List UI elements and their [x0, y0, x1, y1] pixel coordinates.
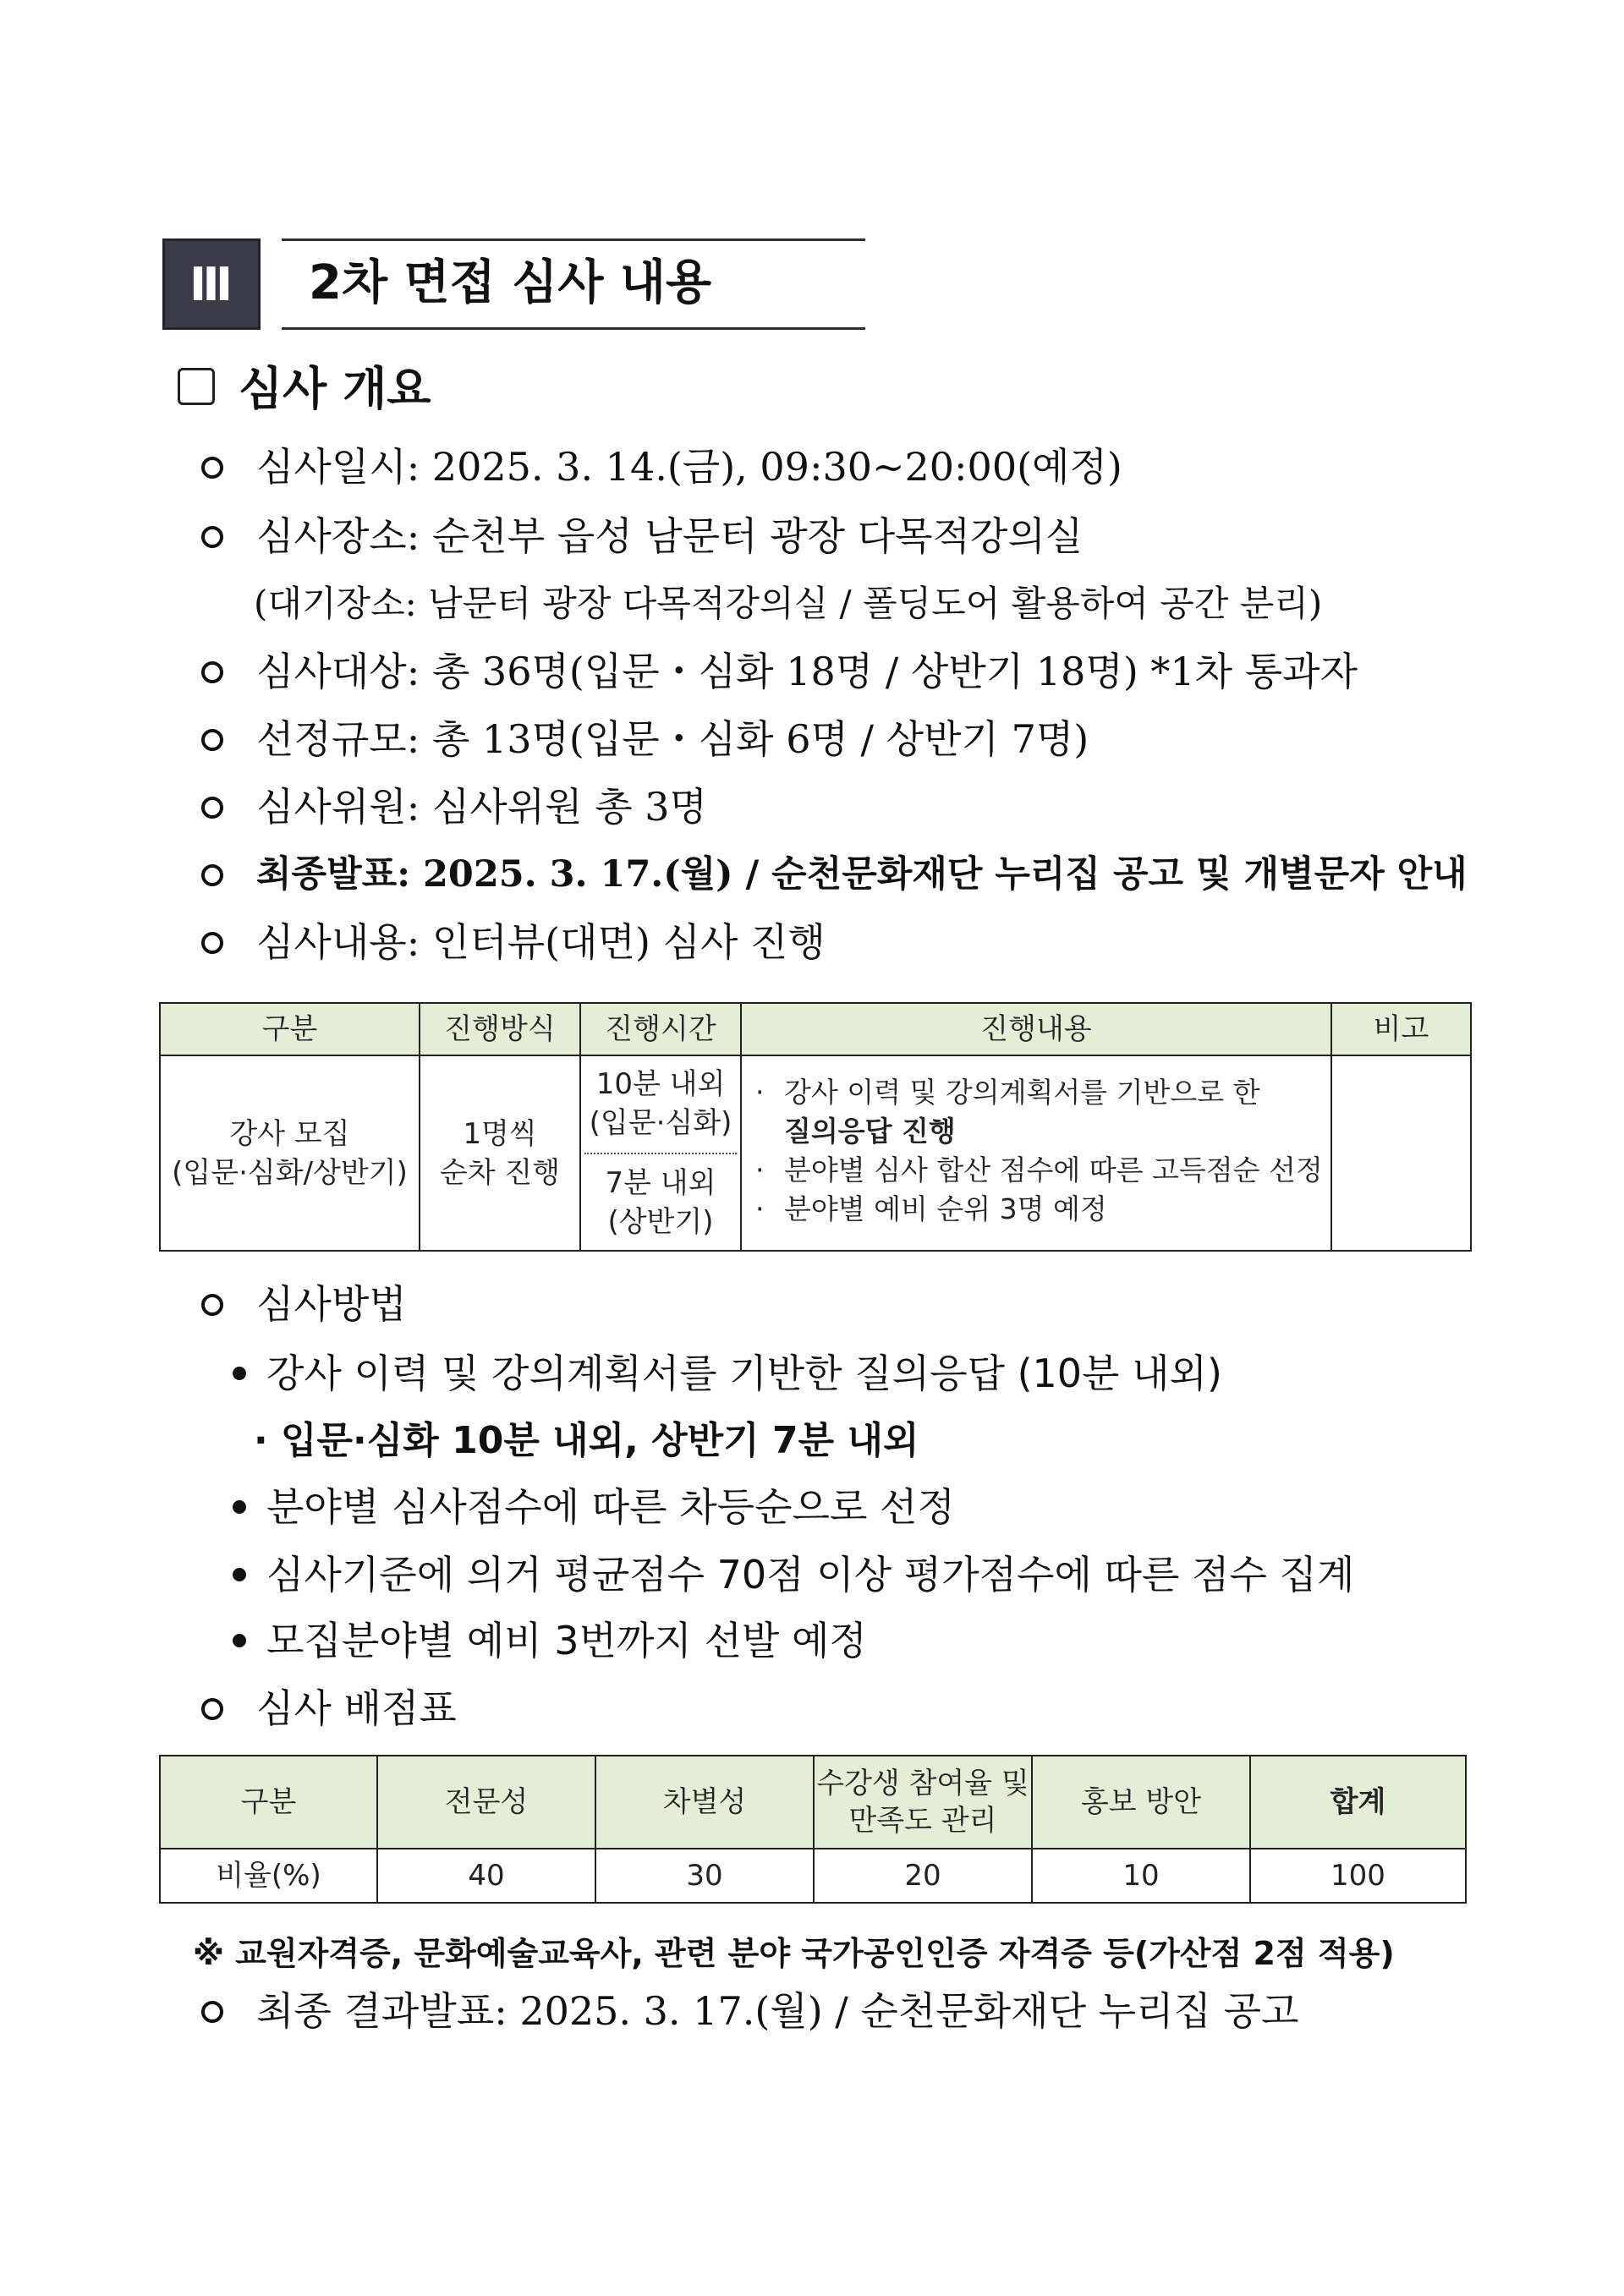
circle-bullet-icon — [201, 797, 223, 819]
table-cell-time-a: 10분 내외 (입문·심화) — [589, 1067, 732, 1140]
circle-bullet-icon — [201, 457, 223, 479]
circle-bullet-icon — [201, 932, 223, 954]
table-header-cell: 진행내용 — [740, 1002, 1332, 1056]
table-header-cell: 홍보 방안 — [1031, 1755, 1251, 1849]
contents-list — [749, 1073, 1323, 1229]
list-item: · 분야별 예비 순위 3명 예정 — [755, 1192, 1107, 1225]
score-table — [159, 1755, 1467, 1904]
table-cell: 20 — [813, 1848, 1033, 1904]
table-cell: 40 — [376, 1848, 596, 1904]
table-header-cell: 진행시간 — [579, 1002, 742, 1056]
table-header-cell: 구분 — [159, 1002, 420, 1056]
table-cell-time-b: 7분 내외 (상반기) — [605, 1165, 716, 1239]
dot-bullet-icon — [233, 1568, 246, 1581]
process-table — [159, 1002, 1472, 1252]
dot-bullet-icon — [233, 1367, 246, 1380]
table-header-cell: 차별성 — [595, 1755, 815, 1849]
circle-bullet-icon — [201, 661, 223, 683]
sub-heading: 심사 개요 — [239, 362, 431, 415]
section-number: Ⅲ — [162, 238, 261, 330]
checkbox-icon — [178, 368, 215, 405]
dot-bullet-icon — [233, 1634, 246, 1647]
table-header-cell: 비고 — [1330, 1002, 1472, 1056]
table-row-label: 비율(%) — [159, 1848, 378, 1904]
circle-bullet-icon — [201, 1294, 223, 1316]
list-item: 질의응답 진행 — [784, 1115, 956, 1148]
circle-bullet-icon — [201, 1698, 223, 1720]
circle-bullet-icon — [201, 729, 223, 751]
table-cell-method: 1명씩 순차 진행 — [419, 1055, 581, 1252]
bonus-note: ※ 교원자격증, 문화예술교육사, 관련 분야 국가공인인증 자격증 등(가산점 2점 적용) — [193, 1935, 1395, 1972]
table-header-cell: 수강생 참여율 및 만족도 관리 — [813, 1755, 1033, 1849]
table-cell: 30 — [595, 1848, 815, 1904]
table-header-cell: 구분 — [159, 1755, 378, 1849]
table-cell-note — [1330, 1055, 1472, 1252]
table-header-cell: 진행방식 — [419, 1002, 581, 1056]
table-cell: 10 — [1031, 1848, 1251, 1904]
dot-bullet-icon — [233, 1500, 246, 1514]
circle-bullet-icon — [201, 526, 223, 548]
table-cell: 100 — [1249, 1848, 1467, 1904]
list-item: · 분야별 심사 합산 점수에 따른 고득점순 선정 — [755, 1153, 1323, 1186]
table-cell-category: 강사 모집 (입문·심화/상반기) — [159, 1055, 420, 1252]
method-bullet-1-sub: · 입문·심화 10분 내외, 상반기 7분 내외 — [254, 1419, 919, 1462]
circle-bullet-icon — [201, 864, 223, 886]
section-title: 2차 면접 심사 내용 — [309, 255, 712, 310]
table-header-cell: 합계 — [1249, 1755, 1467, 1849]
table-header-cell: 전문성 — [376, 1755, 596, 1849]
circle-bullet-icon — [201, 2001, 223, 2023]
list-item: · 강사 이력 및 강의계획서를 기반으로 한 — [755, 1076, 1260, 1109]
